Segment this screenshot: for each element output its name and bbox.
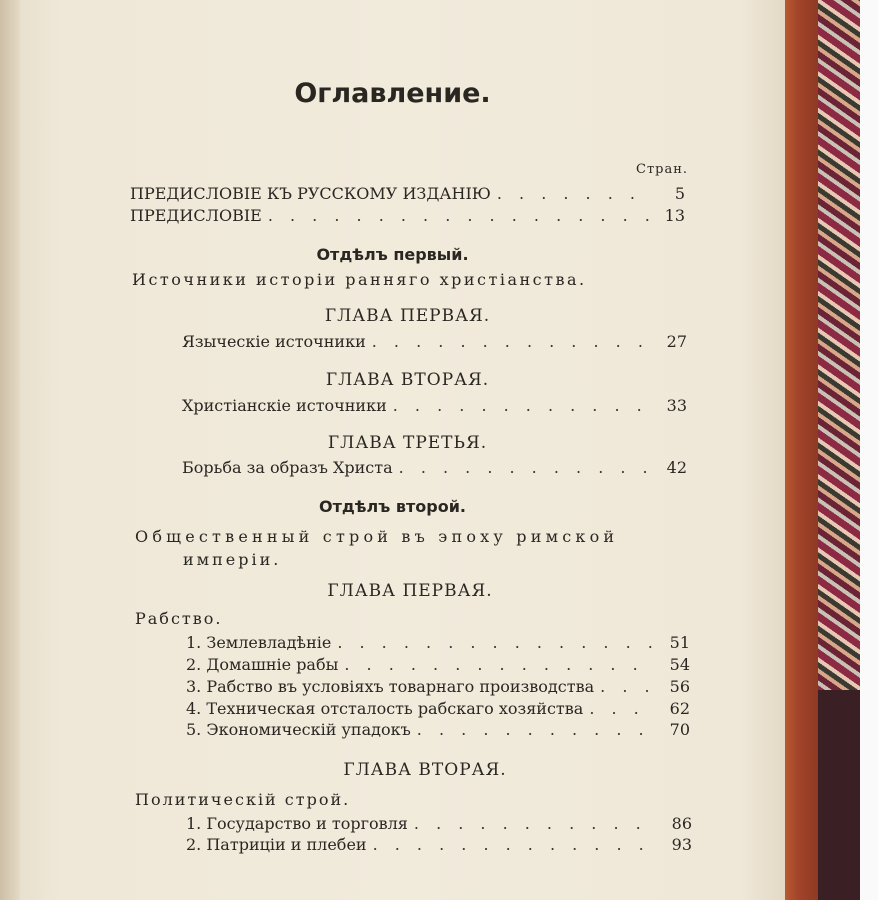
toc-entry-land-ownership: 1. Землевладѣніе . . . 51 xyxy=(186,633,690,652)
part1-chapter1-heading: ГЛАВА ПЕРВАЯ. xyxy=(324,306,491,326)
toc-entry-struggle-image: Борьба за образъ Христа . . . 42 xyxy=(182,458,687,477)
part2-subtitle-line1: Общественный строй въ эпоху римской xyxy=(135,527,619,546)
part1-heading: Отдѣлъ первый. xyxy=(316,245,469,264)
toc-entry-preface-russian: ПРЕДИСЛОВІЕ КЪ РУССКОМУ ИЗДАНІЮ . . . 5 xyxy=(130,184,685,203)
toc-entry-pagan-sources: Языческіе источники . . . 27 xyxy=(182,332,687,351)
part1-chapter3-heading: ГЛАВА ТРЕТЬЯ. xyxy=(327,433,488,453)
toc-entry-christian-sources: Христіанскіе источники . . . 33 xyxy=(182,396,687,415)
toc-entry-preface: ПРЕДИСЛОВІЕ . . . 13 xyxy=(130,206,685,225)
part1-chapter2-heading: ГЛАВА ВТОРАЯ. xyxy=(325,370,490,390)
part2-chapter2-topic: Политическій строй. xyxy=(135,790,351,809)
part1-subtitle: Источники исторіи ранняго христіанства. xyxy=(132,270,587,289)
page-column-label: Стран. xyxy=(636,162,689,177)
toc-entry-economic-decline: 5. Экономическій упадокъ . . . 70 xyxy=(186,720,690,739)
page-title: Оглавление. xyxy=(294,78,491,109)
toc-entry-technical-backwardness: 4. Техническая отсталость рабскаго хозяйства . . . 62 xyxy=(186,699,690,718)
toc-entry-commodity-production: 3. Рабство въ условіяхъ товарнаго производства . . . 56 xyxy=(186,677,690,696)
part2-heading: Отдѣлъ второй. xyxy=(318,497,466,516)
part2-chapter1-heading: ГЛАВА ПЕРВАЯ. xyxy=(327,581,493,601)
part2-chapter2-heading: ГЛАВА ВТОРАЯ. xyxy=(343,760,507,780)
toc-entry-state-and-trade: 1. Государство и торговля . . . 86 xyxy=(186,814,692,833)
leather-binding xyxy=(818,690,860,900)
background-edge xyxy=(860,0,878,900)
toc-entry-patricians-plebeians: 2. Патриціи и плебеи . . . 93 xyxy=(186,835,692,854)
toc-entry-domestic-slaves: 2. Домашніе рабы . . . 54 xyxy=(186,655,690,674)
part2-subtitle-line2: имперіи. xyxy=(183,550,282,569)
part2-chapter1-topic: Рабство. xyxy=(135,609,223,628)
